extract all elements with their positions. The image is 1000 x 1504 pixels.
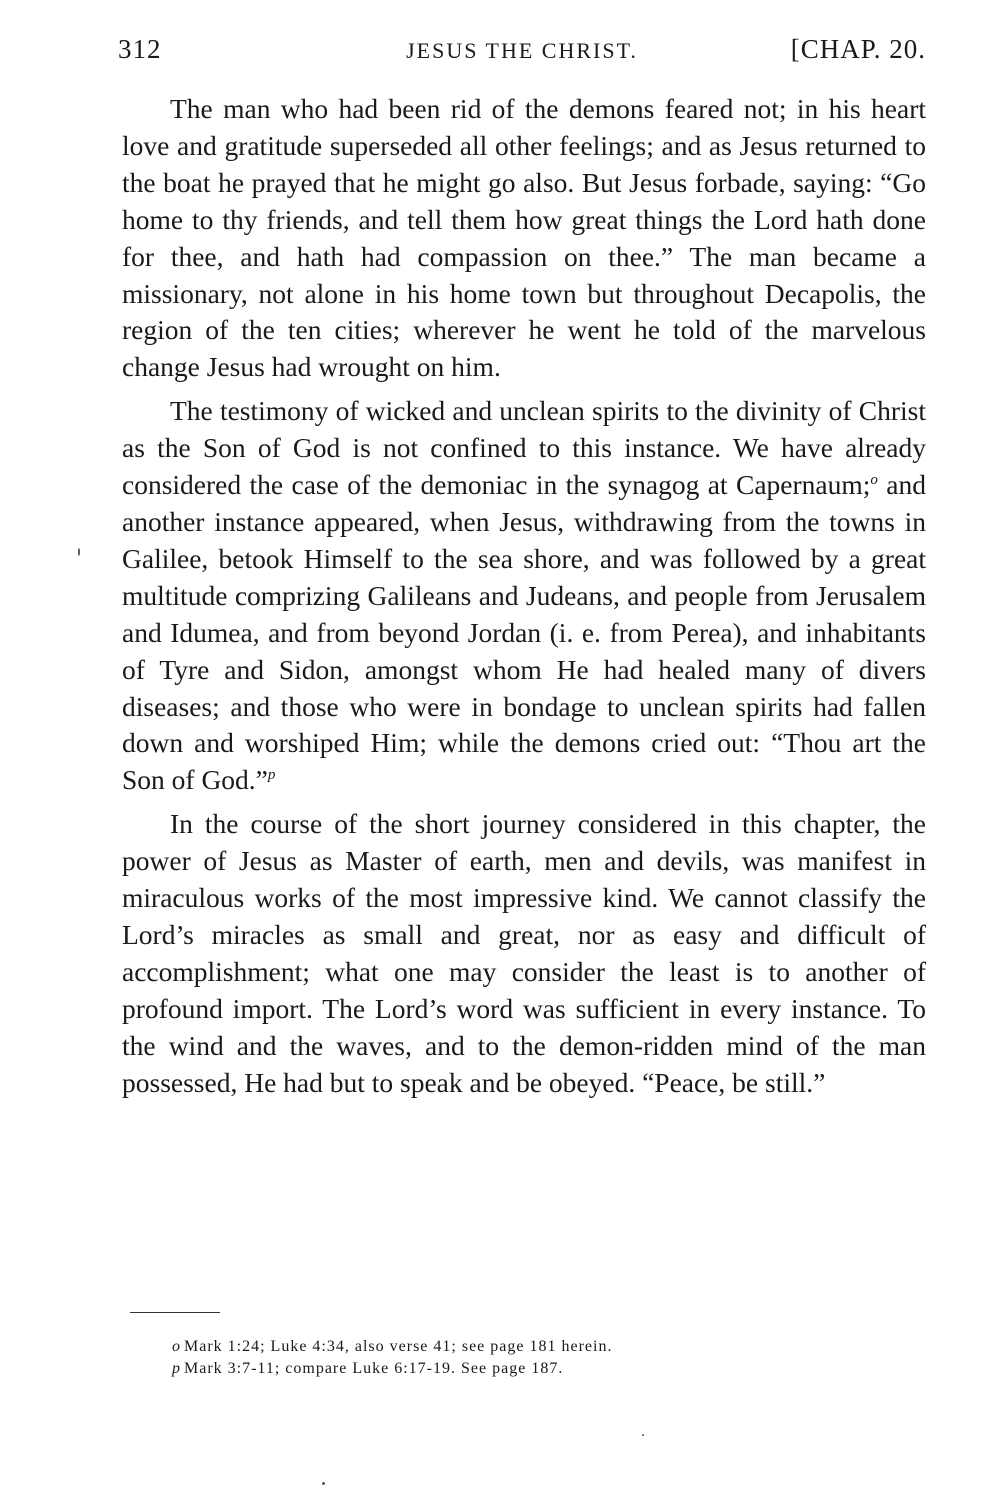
- paragraph-3: In the course of the short journey considered in this chapter, the power of Jesus as Master of earth, men and devils, was manifest in miraculous works of the most impressive kind. We cannot classify the Lord’s miracles as small and great, nor as easy and difficult of accomplishment; what one may consider the least is to another of profound import. The Lord’s word was sufficient in every instance. To the wind and the waves, and to the demon-ridden mind of the man possessed, He had but to speak and be obeyed. “Peace, be still.”: [122, 808, 926, 1098]
- page-number: 312: [118, 34, 162, 64]
- chapter-label: [CHAP. 20.: [790, 34, 926, 64]
- scan-speck: [642, 1434, 644, 1436]
- footnote-mark: o: [172, 1338, 181, 1355]
- footnote-ref-p: p: [267, 767, 276, 784]
- footnote-mark: p: [172, 1360, 181, 1377]
- paragraph-2-part-2: and another instance appeared, when Jesus, withdrawing from the towns in Galilee, betook Himself to the sea shore, and was followed by a great multitude comprizing Galileans and Judeans, and people from Jerusalem and Idumea, and from beyond Jordan (i. e. from Perea), and inhabitants of Tyre and Sidon, amongst whom He had healed many of divers diseases; and those who were in bondage to unclean spirits had fallen down and worshiped Him; while the demons cried out: “Thou art the Son of God.”: [122, 469, 926, 796]
- scan-speck: [78, 548, 80, 556]
- footnote-ref-o: o: [870, 472, 878, 489]
- footnote-p: [172, 1358, 872, 1380]
- footnote-text: Mark 3:7-11; compare Luke 6:17-19. See page 187.: [184, 1360, 564, 1377]
- footnote-text: Mark 1:24; Luke 4:34, also verse 41; see page 181 herein.: [184, 1338, 613, 1355]
- footnotes: [172, 1336, 872, 1380]
- footnote-rule: [130, 1312, 220, 1313]
- paragraph-1: The man who had been rid of the demons feared not; in his heart love and gratitude superseded all other feelings; and as Jesus returned to the boat he prayed that he might go also. But Jesus forbade, saying: “Go home to thy friends, and tell them how great things the Lord hath done for thee, and hath had compassion on thee.” The man became a missionary, not alone in his home town but throughout Decapolis, the region of the ten cities; wherever he went he told of the marvelous change Jesus had wrought on him.: [122, 93, 926, 383]
- body-text: [122, 91, 926, 1108]
- footnote-o: [172, 1336, 872, 1358]
- running-title: JESUS THE CHRIST.: [406, 38, 638, 63]
- running-header: [118, 34, 926, 68]
- paragraph-2: [122, 393, 926, 799]
- scan-speck: [322, 1482, 325, 1485]
- paragraph-2-part-1: The testimony of wicked and unclean spirits to the divinity of Christ as the Son of God is not confined to this instance. We have already considered the case of the demoniac in the synagog at Capernaum;: [122, 395, 926, 501]
